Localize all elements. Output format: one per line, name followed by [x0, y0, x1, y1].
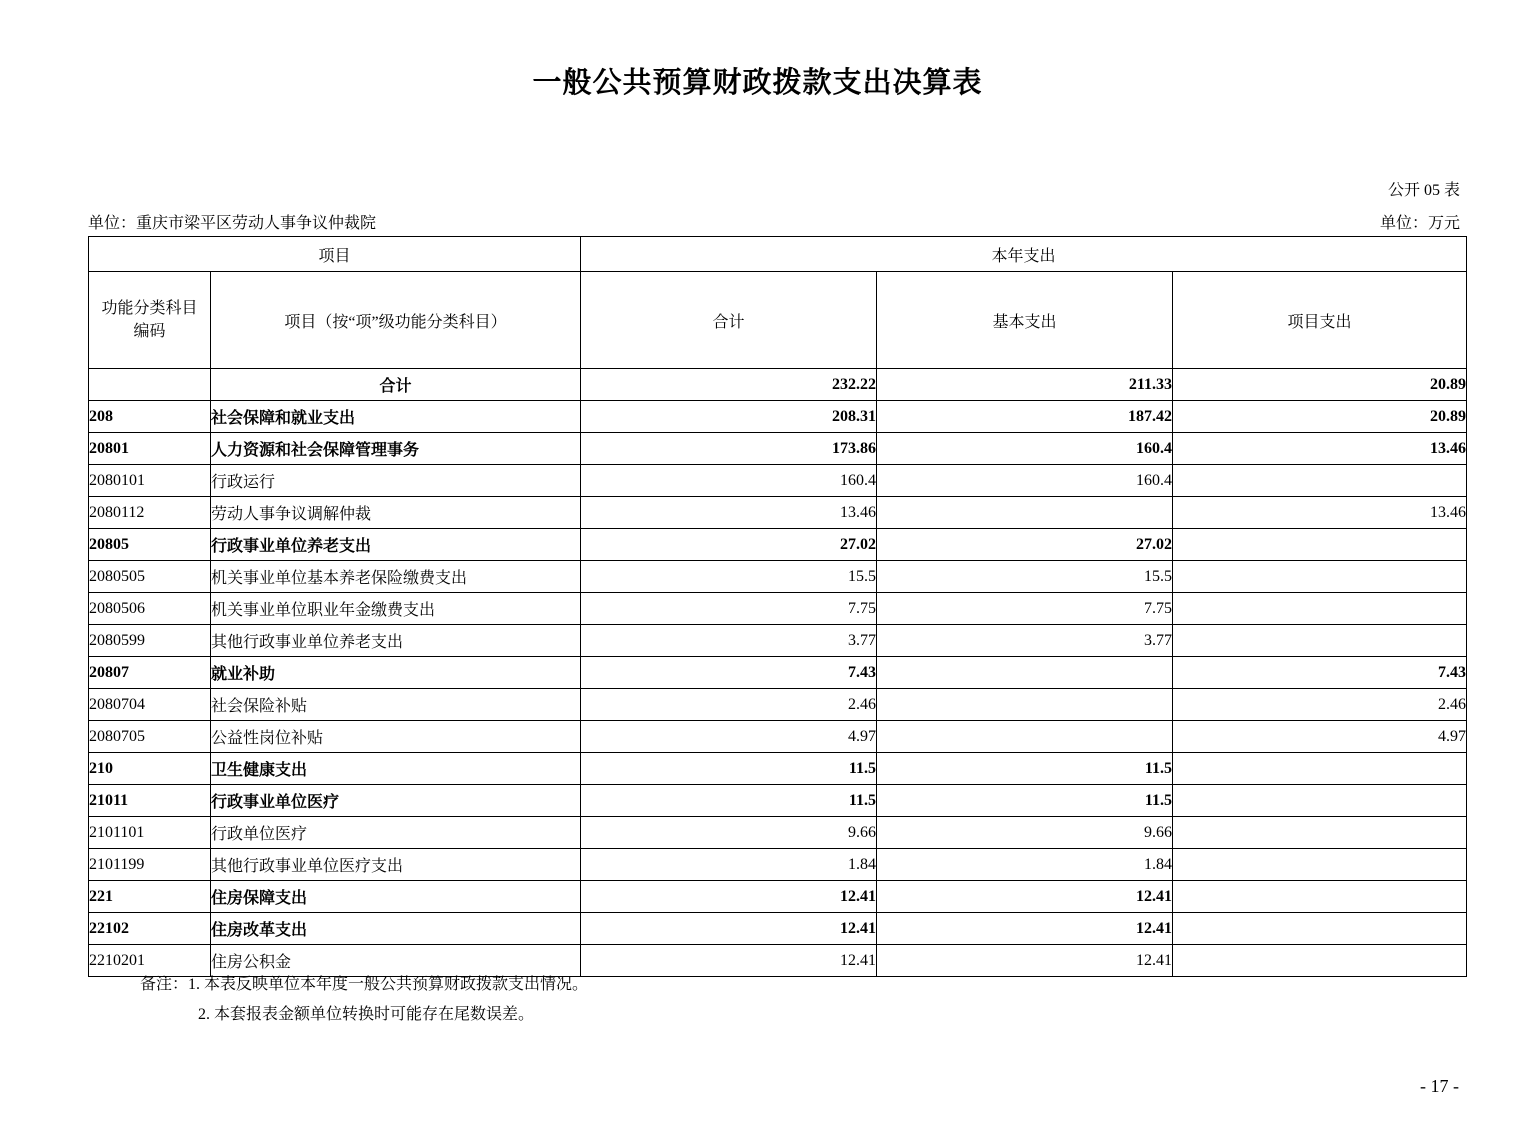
cell-function-code: 210: [89, 753, 211, 785]
header-col-basic: 基本支出: [877, 272, 1173, 369]
cell-project: 20.89: [1173, 369, 1467, 401]
cell-function-code: 22102: [89, 913, 211, 945]
cell-project: [1173, 849, 1467, 881]
table-notes: [88, 970, 588, 1031]
amount-unit-label: 单位：万元: [1379, 215, 1460, 232]
table-row: [89, 433, 1467, 465]
table-row: [89, 401, 1467, 433]
cell-item-name: 合计: [211, 369, 581, 401]
cell-function-code: 2080704: [89, 689, 211, 721]
cell-item-name: 卫生健康支出: [211, 753, 581, 785]
header-col-code-line2: 编码: [133, 323, 166, 340]
cell-item-name: 住房改革支出: [211, 913, 581, 945]
cell-total: 9.66: [581, 817, 877, 849]
table-row: [89, 721, 1467, 753]
cell-project: 20.89: [1173, 401, 1467, 433]
cell-total: 1.84: [581, 849, 877, 881]
cell-total: 173.86: [581, 433, 877, 465]
cell-basic: 12.41: [877, 945, 1173, 977]
cell-project: [1173, 529, 1467, 561]
cell-item-name: 机关事业单位职业年金缴费支出: [211, 593, 581, 625]
cell-item-name: 公益性岗位补贴: [211, 721, 581, 753]
cell-basic: 211.33: [877, 369, 1173, 401]
cell-item-name: 行政运行: [211, 465, 581, 497]
cell-basic: [877, 721, 1173, 753]
cell-function-code: 2080101: [89, 465, 211, 497]
cell-basic: 7.75: [877, 593, 1173, 625]
cell-function-code: 2101199: [89, 849, 211, 881]
cell-total: 12.41: [581, 881, 877, 913]
cell-total: 11.5: [581, 753, 877, 785]
cell-item-name: 住房公积金: [211, 945, 581, 977]
cell-function-code: 20805: [89, 529, 211, 561]
form-code-label: 公开 05 表: [1387, 182, 1460, 199]
page-number: - 17 -: [1420, 1076, 1459, 1096]
cell-project: [1173, 913, 1467, 945]
cell-item-name: 行政事业单位医疗: [211, 785, 581, 817]
cell-project: 7.43: [1173, 657, 1467, 689]
cell-basic: 11.5: [877, 753, 1173, 785]
cell-total: 4.97: [581, 721, 877, 753]
cell-function-code: [89, 369, 211, 401]
cell-basic: 160.4: [877, 465, 1173, 497]
cell-project: [1173, 753, 1467, 785]
table-header-group-row: [89, 237, 1467, 272]
cell-function-code: 20807: [89, 657, 211, 689]
table-header-row: [89, 272, 1467, 369]
header-col-code: [89, 272, 211, 369]
cell-project: 4.97: [1173, 721, 1467, 753]
cell-project: [1173, 945, 1467, 977]
cell-total: 3.77: [581, 625, 877, 657]
table-row: [89, 785, 1467, 817]
cell-function-code: 2080505: [89, 561, 211, 593]
cell-project: [1173, 785, 1467, 817]
cell-basic: 12.41: [877, 881, 1173, 913]
cell-function-code: 20801: [89, 433, 211, 465]
cell-basic: [877, 497, 1173, 529]
table-row: [89, 881, 1467, 913]
cell-total: 208.31: [581, 401, 877, 433]
header-col-total: 合计: [581, 272, 877, 369]
cell-total: 232.22: [581, 369, 877, 401]
cell-basic: [877, 657, 1173, 689]
cell-basic: 15.5: [877, 561, 1173, 593]
cell-project: [1173, 625, 1467, 657]
cell-item-name: 人力资源和社会保障管理事务: [211, 433, 581, 465]
organization-label: 单位：重庆市梁平区劳动人事争议仲裁院: [88, 215, 377, 232]
cell-item-name: 劳动人事争议调解仲裁: [211, 497, 581, 529]
cell-total: 13.46: [581, 497, 877, 529]
header-group-item: 项目: [89, 237, 581, 272]
cell-project: [1173, 593, 1467, 625]
cell-project: [1173, 561, 1467, 593]
cell-total: 15.5: [581, 561, 877, 593]
table-row: [89, 753, 1467, 785]
header-group-year-expense: 本年支出: [581, 237, 1467, 272]
cell-function-code: 2080112: [89, 497, 211, 529]
cell-item-name: 社会保障和就业支出: [211, 401, 581, 433]
header-col-project: 项目支出: [1173, 272, 1467, 369]
cell-total: 12.41: [581, 945, 877, 977]
cell-project: [1173, 881, 1467, 913]
cell-total: 2.46: [581, 689, 877, 721]
cell-item-name: 行政事业单位养老支出: [211, 529, 581, 561]
cell-item-name: 机关事业单位基本养老保险缴费支出: [211, 561, 581, 593]
budget-expenditure-table: [88, 236, 1467, 977]
cell-item-name: 行政单位医疗: [211, 817, 581, 849]
note-line-2: 2. 本套报表金额单位转换时可能存在尾数误差。: [198, 1006, 535, 1024]
header-col-code-line1: 功能分类科目: [101, 299, 198, 317]
table-row: [89, 497, 1467, 529]
cell-project: 2.46: [1173, 689, 1467, 721]
table-row: [89, 913, 1467, 945]
cell-total: 7.75: [581, 593, 877, 625]
document-page: [0, 60, 1515, 1129]
cell-total: 12.41: [581, 913, 877, 945]
cell-total: 160.4: [581, 465, 877, 497]
cell-basic: 1.84: [877, 849, 1173, 881]
cell-function-code: 2101101: [89, 817, 211, 849]
table-row: [89, 593, 1467, 625]
note-line-1: 备注：1. 本表反映单位本年度一般公共预算财政拨款支出情况。: [140, 976, 589, 993]
cell-item-name: 其他行政事业单位医疗支出: [211, 849, 581, 881]
cell-basic: 11.5: [877, 785, 1173, 817]
cell-project: [1173, 817, 1467, 849]
cell-item-name: 其他行政事业单位养老支出: [211, 625, 581, 657]
cell-function-code: 2080599: [89, 625, 211, 657]
cell-function-code: 21011: [89, 785, 211, 817]
cell-project: 13.46: [1173, 497, 1467, 529]
meta-row: [0, 210, 1515, 232]
table-row: [89, 465, 1467, 497]
cell-item-name: 就业补助: [211, 657, 581, 689]
cell-basic: 9.66: [877, 817, 1173, 849]
page-title: 一般公共预算财政拨款支出决算表: [532, 67, 983, 99]
cell-total: 27.02: [581, 529, 877, 561]
cell-basic: 12.41: [877, 913, 1173, 945]
cell-item-name: 社会保险补贴: [211, 689, 581, 721]
table-row: [89, 689, 1467, 721]
cell-item-name: 住房保障支出: [211, 881, 581, 913]
table-row: [89, 817, 1467, 849]
table-row: [89, 369, 1467, 401]
table-row: [89, 657, 1467, 689]
table-row: [89, 625, 1467, 657]
cell-function-code: 2080506: [89, 593, 211, 625]
cell-total: 11.5: [581, 785, 877, 817]
table-row: [89, 561, 1467, 593]
cell-function-code: 2210201: [89, 945, 211, 977]
cell-basic: 3.77: [877, 625, 1173, 657]
cell-function-code: 2080705: [89, 721, 211, 753]
cell-basic: 27.02: [877, 529, 1173, 561]
cell-project: [1173, 465, 1467, 497]
header-col-name: 项目（按“项”级功能分类科目）: [211, 272, 581, 369]
table-row: [89, 849, 1467, 881]
cell-function-code: 221: [89, 881, 211, 913]
cell-basic: 187.42: [877, 401, 1173, 433]
cell-basic: [877, 689, 1173, 721]
cell-function-code: 208: [89, 401, 211, 433]
cell-total: 7.43: [581, 657, 877, 689]
cell-project: 13.46: [1173, 433, 1467, 465]
table-row: [89, 529, 1467, 561]
cell-basic: 160.4: [877, 433, 1173, 465]
